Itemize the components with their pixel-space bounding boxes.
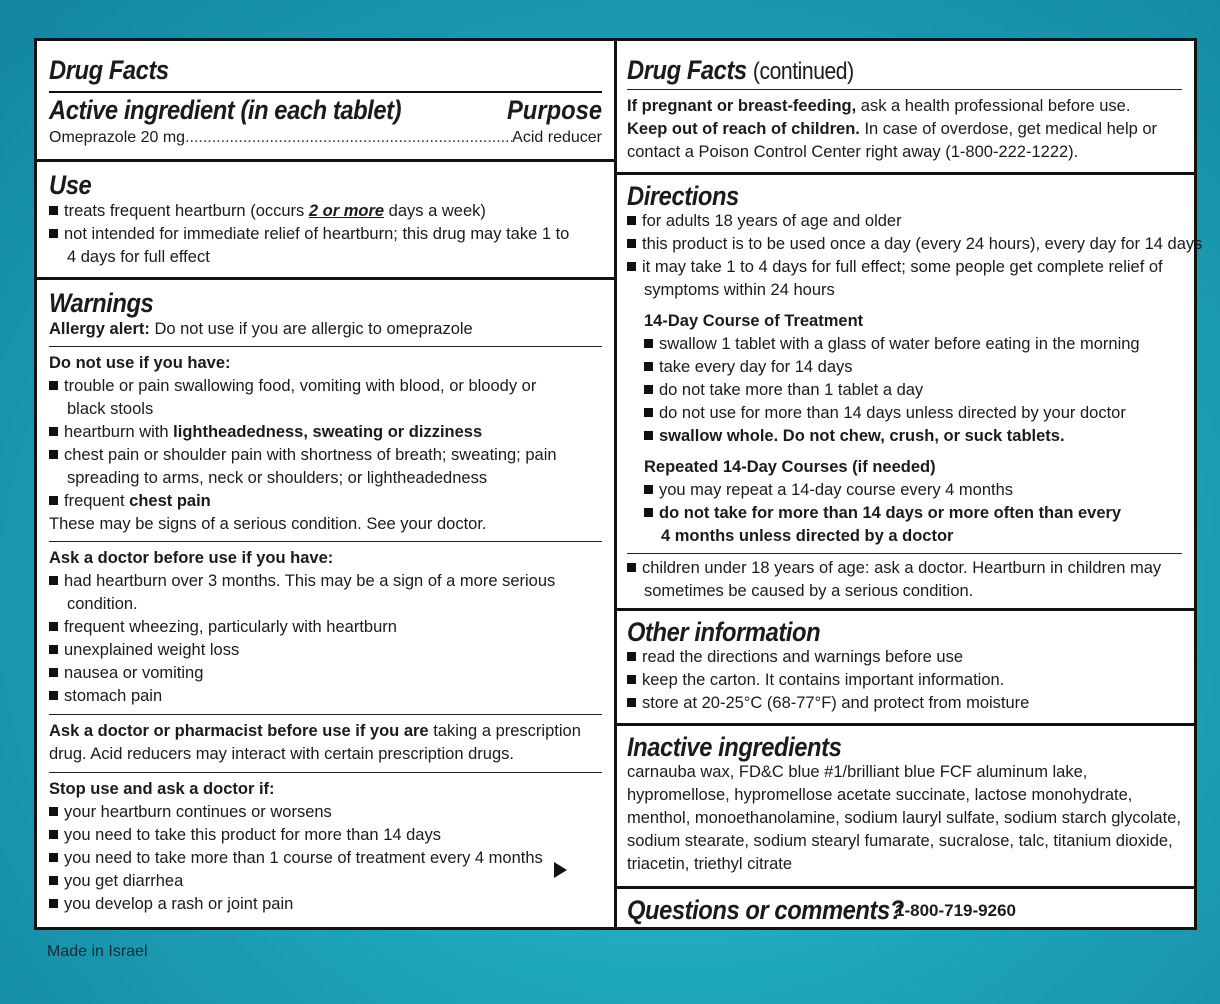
square-bullet-icon [49, 807, 58, 816]
stop-item-3: you need to take more than 1 course of treatment every 4 months [37, 847, 614, 870]
drug-facts-title: Drug Facts [49, 55, 169, 85]
ask-pharmacist-cont: drug. Acid reducers may interact with certain prescription drugs. [49, 745, 514, 763]
square-bullet-icon [49, 381, 58, 390]
divider [49, 541, 602, 542]
ask-pharmacist: Ask a doctor or pharmacist before use if you are taking a prescription [49, 722, 581, 740]
use-heading: Use [49, 170, 92, 200]
square-bullet-icon [49, 876, 58, 885]
use-section [37, 159, 614, 277]
dir-item-2: this product is to be used once a day (every 24 hours), every day for 14 days [627, 233, 1194, 256]
drug-facts-continued-title: Drug Facts (continued) [627, 55, 854, 85]
dnu-item-3: chest pain or shoulder pain with shortness of breath; sweating; pain [37, 444, 614, 467]
inactive-heading: Inactive ingredients [627, 732, 842, 762]
ingredient-row [49, 127, 602, 149]
ask-item-1-cont: condition. [67, 595, 138, 613]
other-item-3: store at 20-25°C (68-77°F) and protect from moisture [627, 692, 1194, 715]
left-column [37, 41, 617, 927]
inactive-line-4: sodium stearate, sodium stearyl fumarate, sucralose, talc, titanium dioxide, [627, 832, 1173, 850]
dnu-item-2: heartburn with lightheadedness, sweating or dizziness [37, 421, 614, 444]
ask-item-1: had heartburn over 3 months. This may be a sign of a more serious [37, 570, 614, 593]
square-bullet-icon [49, 229, 58, 238]
dir-item-3: it may take 1 to 4 days for full effect; some people get complete relief of [627, 256, 1194, 279]
square-bullet-icon [644, 339, 653, 348]
square-bullet-icon [49, 645, 58, 654]
keep-out-reach-cont: contact a Poison Control Center right away (1-800-222-1222). [627, 143, 1079, 161]
right-column [617, 41, 1203, 927]
ask-doctor-heading: Ask a doctor before use if you have: [49, 549, 334, 567]
title-rule [627, 89, 1182, 90]
stop-item-1: your heartburn continues or worsens [37, 801, 614, 824]
square-bullet-icon [627, 262, 636, 271]
title-rule [49, 91, 602, 93]
course-heading: 14-Day Course of Treatment [644, 312, 864, 330]
other-info-heading: Other information [627, 617, 821, 647]
continued-section [617, 41, 1194, 172]
dir-item-3-cont: symptoms within 24 hours [644, 281, 835, 299]
questions-section [617, 886, 1194, 927]
stop-use-heading: Stop use and ask a doctor if: [49, 780, 275, 798]
square-bullet-icon [644, 485, 653, 494]
square-bullet-icon [627, 652, 636, 661]
square-bullet-icon [627, 239, 636, 248]
inactive-line-5: triacetin, triethyl citrate [627, 855, 793, 873]
square-bullet-icon [627, 216, 636, 225]
header-section [37, 41, 614, 159]
repeat-item-2-cont: 4 months unless directed by a doctor [661, 527, 954, 545]
course-item-5: swallow whole. Do not chew, crush, or suck tablets. [644, 425, 1194, 448]
stop-item-5: you develop a rash or joint pain [37, 893, 614, 916]
repeat-heading: Repeated 14-Day Courses (if needed) [644, 458, 936, 476]
inactive-line-2: hypromellose, hypromellose acetate succinate, lactose monohydrate, [627, 786, 1133, 804]
use-item-2: not intended for immediate relief of heartburn; this drug may take 1 to [37, 223, 614, 246]
purpose-heading: Purpose [506, 95, 602, 125]
do-not-use-heading: Do not use if you have: [49, 354, 231, 372]
square-bullet-icon [627, 563, 636, 572]
dnu-item-1: trouble or pain swallowing food, vomiting with blood, or bloody or [37, 375, 614, 398]
square-bullet-icon [49, 830, 58, 839]
course-item-2: take every day for 14 days [644, 356, 1194, 379]
dot-leader [185, 127, 512, 149]
square-bullet-icon [644, 508, 653, 517]
triangle-right-icon [554, 862, 567, 878]
square-bullet-icon [627, 698, 636, 707]
questions-phone: 1-800-719-9260 [895, 901, 1016, 920]
course-item-3: do not take more than 1 tablet a day [644, 379, 1194, 402]
square-bullet-icon [644, 385, 653, 394]
square-bullet-icon [627, 675, 636, 684]
square-bullet-icon [644, 408, 653, 417]
inactive-line-1: carnauba wax, FD&C blue #1/brilliant blue FCF aluminum lake, [627, 763, 1088, 781]
divider [49, 714, 602, 715]
divider [49, 346, 602, 347]
keep-out-reach: Keep out of reach of children. In case of overdose, get medical help or [627, 120, 1158, 138]
active-ingredient-heading: Active ingredient (in each tablet) [49, 95, 402, 125]
directions-section [617, 172, 1203, 608]
ingredient-purpose: Acid reducer [512, 129, 602, 146]
square-bullet-icon [49, 853, 58, 862]
children-note: children under 18 years of age: ask a doctor. Heartburn in children may [627, 557, 1194, 580]
square-bullet-icon [49, 450, 58, 459]
children-note-cont: sometimes be caused by a serious condition. [644, 582, 974, 600]
warnings-heading: Warnings [49, 288, 154, 318]
square-bullet-icon [49, 206, 58, 215]
allergy-alert: Allergy alert: Do not use if you are allergic to omeprazole [49, 320, 473, 338]
square-bullet-icon [644, 362, 653, 371]
square-bullet-icon [49, 668, 58, 677]
other-item-1: read the directions and warnings before use [627, 646, 1194, 669]
stop-item-2: you need to take this product for more than 14 days [37, 824, 614, 847]
pregnancy-warning: If pregnant or breast-feeding, ask a health professional before use. [627, 97, 1131, 115]
square-bullet-icon [49, 496, 58, 505]
square-bullet-icon [49, 899, 58, 908]
other-item-2: keep the carton. It contains important information. [627, 669, 1194, 692]
ask-item-5: stomach pain [37, 685, 614, 708]
dnu-item-4: frequent chest pain [37, 490, 614, 513]
ask-item-2: frequent wheezing, particularly with heartburn [37, 616, 614, 639]
drug-facts-panel [34, 38, 1203, 930]
course-item-1: swallow 1 tablet with a glass of water before eating in the morning [644, 333, 1194, 356]
made-in-label: Made in Israel [47, 943, 148, 960]
ingredient-name: Omeprazole 20 mg [49, 129, 186, 146]
stop-item-4: you get diarrhea [37, 870, 614, 893]
square-bullet-icon [49, 622, 58, 631]
inactive-line-3: menthol, monoethanolamine, sodium lauryl sulfate, sodium starch glycolate, [627, 809, 1181, 827]
inactive-section [617, 723, 1194, 886]
warnings-section [37, 277, 614, 929]
square-bullet-icon [49, 691, 58, 700]
questions-heading: Questions or comments? [627, 895, 904, 925]
square-bullet-icon [644, 431, 653, 440]
ask-item-4: nausea or vomiting [37, 662, 614, 685]
square-bullet-icon [49, 427, 58, 436]
repeat-item-2: do not take for more than 14 days or more often than every [644, 502, 1194, 525]
directions-heading: Directions [627, 181, 739, 211]
course-item-4: do not use for more than 14 days unless directed by your doctor [644, 402, 1194, 425]
dir-item-1: for adults 18 years of age and older [627, 210, 1194, 233]
dnu-note: These may be signs of a serious condition. See your doctor. [49, 515, 487, 533]
use-item-1: treats frequent heartburn (occurs 2 or more days a week) [37, 200, 614, 223]
dnu-item-1-cont: black stools [67, 400, 154, 418]
square-bullet-icon [49, 576, 58, 585]
repeat-item-1: you may repeat a 14-day course every 4 months [644, 479, 1194, 502]
other-info-section [617, 608, 1194, 723]
ask-item-3: unexplained weight loss [37, 639, 614, 662]
use-item-2-cont: 4 days for full effect [67, 248, 210, 266]
dnu-item-3-cont: spreading to arms, neck or shoulders; or lightheadedness [67, 469, 488, 487]
divider [627, 553, 1182, 554]
divider [49, 772, 602, 773]
